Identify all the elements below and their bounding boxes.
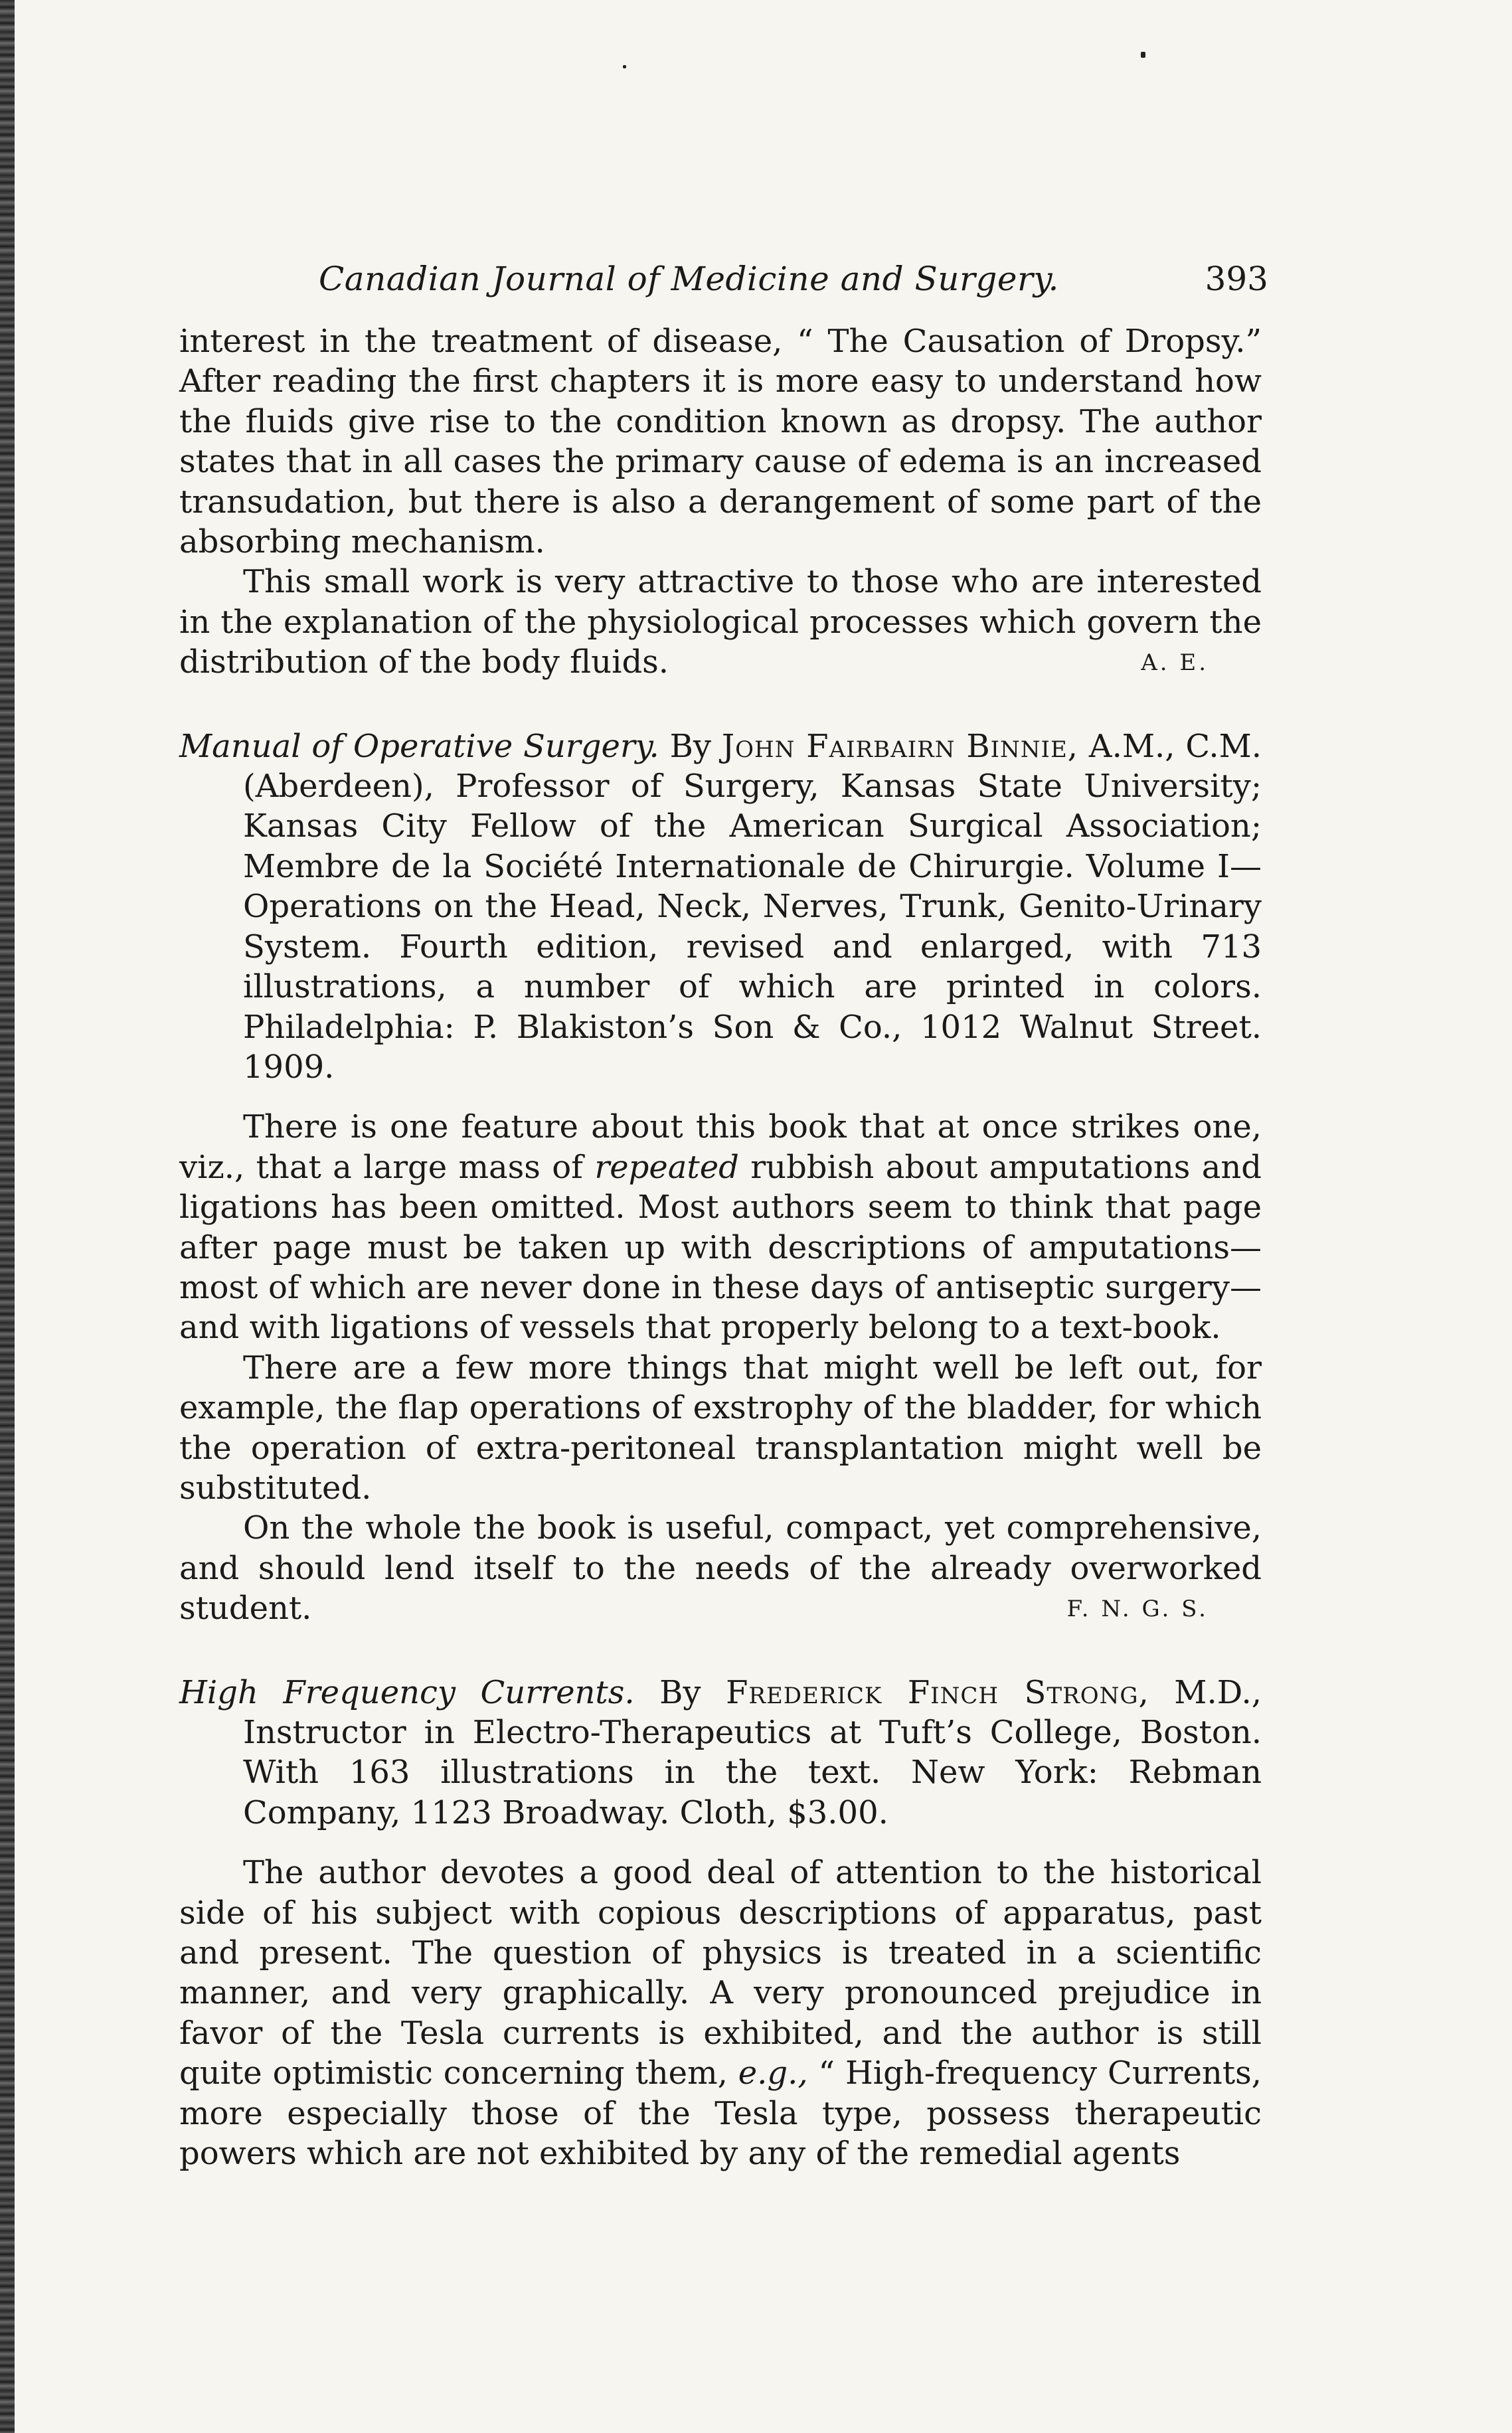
book-details: A.M., C.M. (Aberdeen), Professor of Surgery, Kansas State University; Kansas City Fellow of the American Surgical Association; Membre de la Société Internationale de Chirurgie. Volume I—Operations on the Head, Neck, Nerves, Trunk, Genito-Urinary System. Fourth edition, revised and enlarged, with 713 illustrations, a number of which are printed in colors. Philadelphia: P. Blakiston’s Son & Co., 1012 Walnut Street. 1909. xyxy=(243,727,1262,1086)
review-causation-of-dropsy xyxy=(179,321,1262,683)
review-high-frequency-currents xyxy=(179,1673,1262,2174)
review-paragraph: There is one feature about this book that at once strikes one, viz., that a large mass of repeated rubbish about amputations and ligations has been omitted. Most authors seem to think that page after page must be taken up with descriptions of amputations—most of which are never done in these days of antiseptic surgery—and with ligations of vessels that properly belong to a text-book. xyxy=(179,1108,1262,1347)
by-label: By xyxy=(669,727,712,765)
section-spacer xyxy=(179,1087,1262,1107)
page-number: 393 xyxy=(1205,260,1268,298)
reviewer-signature: A. E. xyxy=(1141,649,1209,676)
section-spacer xyxy=(179,1629,1262,1673)
by-label: By xyxy=(659,1673,701,1711)
review-paragraph: There are a few more things that might well be left out, for example, the flap operations of exstrophy of the bladder, for which the operation of extra-peritoneal transplantation might well be substituted. xyxy=(179,1349,1262,1507)
book-binding-edge xyxy=(0,0,15,2433)
section-spacer xyxy=(179,1833,1262,1853)
journal-title: Canadian Journal of Medicine and Surgery. xyxy=(319,260,1059,298)
book-details: M.D., Instructor in Electro-Therapeutics at Tuft’s College, Boston. With 163 illustrations in the text. New York: Rebman Company, 1123 Broadway. Cloth, $3.00. xyxy=(243,1673,1262,1831)
print-speck xyxy=(623,65,626,68)
review-paragraph: interest in the treatment of disease, “ The Causation of Dropsy.” After reading the first chapters it is more easy to understand how the fluids give rise to the condition known as dropsy. The author states that in all cases the primary cause of edema is an increased transudation, but there is also a derangement of some part of the absorbing mechanism. xyxy=(179,323,1262,561)
review-paragraph: On the whole the book is useful, compact, yet comprehensive, and should lend itself to the needs of the already overworked student. xyxy=(179,1509,1262,1628)
review-manual-of-operative-surgery xyxy=(179,726,1262,1629)
review-paragraph: This small work is very attractive to those who are interested in the explanation of the physiological processes which govern the distribution of the body fluids. xyxy=(179,563,1262,681)
emphasis-text: repeated xyxy=(594,1148,739,1186)
book-author: Frederick Finch Strong, xyxy=(726,1673,1149,1711)
journal-page xyxy=(179,259,1268,2173)
reviewer-signature: F. N. G. S. xyxy=(1066,1595,1209,1622)
book-title: High Frequency Currents. xyxy=(179,1673,635,1711)
review-paragraph: The author devotes a good deal of attention to the historical side of his subject with copious descriptions of apparatus, past and present. The question of physics is treated in a scientific manner, and very graphically. A very pronounced prejudice in favor of the Tesla currents is exhibited, and the author is still quite optimistic concerning them, e.g., “ High-frequency Currents, more especially those of the Tesla type, possess therapeutic powers which are not exhibited by any of the remedial agents xyxy=(179,1854,1262,2173)
book-title: Manual of Operative Surgery. xyxy=(179,727,659,765)
section-spacer xyxy=(179,683,1262,726)
book-citation xyxy=(179,726,1262,1088)
print-speck xyxy=(1141,52,1145,58)
book-citation xyxy=(179,1673,1262,1833)
emphasis-text: e.g., xyxy=(738,2055,808,2092)
running-head xyxy=(179,259,1268,312)
book-author: John Fairbairn Binnie, xyxy=(721,727,1079,765)
